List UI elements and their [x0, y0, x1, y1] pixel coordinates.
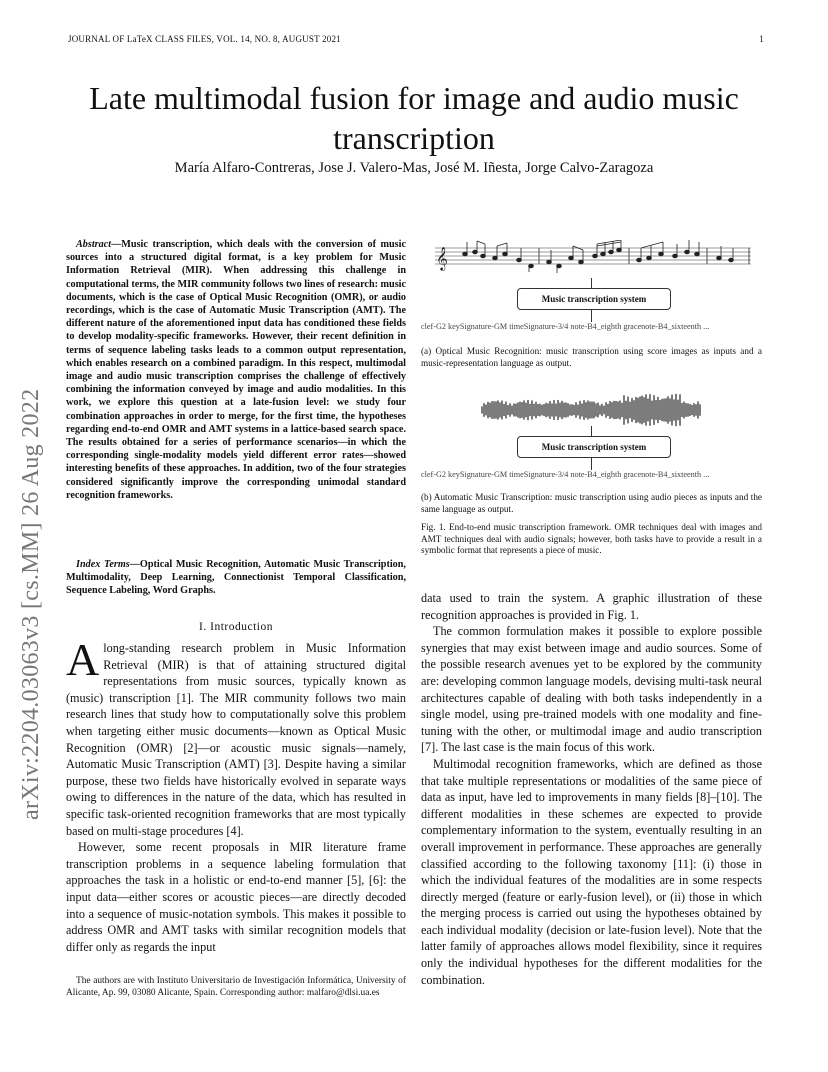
figure-1: [421, 236, 762, 566]
output-sequence-a: clef-G2 keySignature-GM timeSignature-3/4 note-B4_eighth gracenote-B4_sixteenth ...: [421, 322, 710, 331]
output-sequence-b: clef-G2 keySignature-GM timeSignature-3/4 note-B4_eighth gracenote-B4_sixteenth ...: [421, 470, 710, 479]
index-terms: [66, 558, 406, 598]
body-paragraph: Multimodal recognition frameworks, which are defined as those that take multiple representations or modalities of the same piece of data as input, have led to improvements in many fields [8]–[10]. The different modalities in these schemes are expected to provide complementary information to the system, eventually resulting in an overall improvement in performance. These approaches are generally classified according to the following taxonomy [11]: (i) those in which the individual features of the modalities are in some respects directly merged (feature or early-fusion level), or (ii) those in which the merging process is carried out using the hypotheses obtained by each individual modality (decision or late-fusion level). Note that the latter family of approaches allows model flexibility, since it requires only the individual hypotheses for the different modalities for the combination.: [421, 756, 762, 987]
arxiv-stamp: arXiv:2204.03063v3 [cs.MM] 26 Aug 2022: [18, 388, 44, 820]
arrow-down: [591, 426, 592, 436]
section-heading: I. Introduction: [199, 621, 273, 633]
index-terms-label: Index Terms: [76, 559, 130, 570]
subcaption-a: (a) Optical Music Recognition: music transcription using score images as inputs and a music-representation language as output.: [421, 346, 762, 368]
author-list: María Alfaro-Contreras, Jose J. Valero-Mas, José M. Iñesta, Jorge Calvo-Zaragoza: [174, 160, 654, 176]
index-terms-text: —Optical Music Recognition, Automatic Music Transcription, Multimodality, Deep Learning, Connectionist Temporal Classification, Sequence Labeling, Word Graphs.: [66, 559, 406, 597]
arrow-down: [591, 458, 592, 470]
abstract: [66, 238, 406, 502]
page-number: 1: [759, 34, 764, 44]
footnote: [66, 976, 406, 999]
arrow-down: [591, 310, 592, 322]
transcription-system-box-a: Music transcription system: [517, 288, 671, 310]
drop-cap: A: [66, 634, 100, 685]
right-column-body: [421, 590, 762, 988]
running-header: [68, 34, 764, 48]
intro-body: [66, 634, 406, 955]
journal-name: JOURNAL OF LaTeX CLASS FILES, VOL. 14, NO. 8, AUGUST 2021: [68, 34, 341, 44]
audio-waveform-image: [481, 392, 703, 428]
intro-paragraph: Along-standing research problem in Music Information Retrieval (MIR) is that of attaining structured digital representations from music sources, typically known as (music) transcription [1]. The MIR community follows two main research lines that study how to computationally solve this problem when targeting either music documents—known as Optical Music Recognition (OMR) [2]—or acoustic music signals—namely, Automatic Music Transcription (AMT) [3]. Despite having a similar purpose, these two fields have historically evolved in separate ways owing to differences in the nature of the data, which has resulted in specific task-oriented recognition frameworks that are most typically based on multi-stage procedures [4].: [66, 634, 406, 838]
body-paragraph: The common formulation makes it possible to explore possible synergies that may exist between image and audio sources. Some of the possible research avenues yet to be explored by the community are: developing common language models, devising multi-task neural architectures capable of dealing with both tasks independently in a single model, using pre-trained models with one modality and fine-tuning with the other, or multimodal image and audio transcription [7]. The last case is the main focus of this work.: [421, 624, 762, 755]
paper-title: Late multimodal fusion for image and audio music transcription: [89, 80, 739, 156]
continuation-paragraph: data used to train the system. A graphic illustration of these recognition approaches is provided in Fig. 1.: [421, 591, 762, 622]
footnote-text: The authors are with Instituto Universitario de Investigación Informática, University of Alicante, Ap. 99, 03080 Alicante, Spain. Corresponding author: malfaro@dlsi.ua.es: [66, 976, 406, 998]
figure-caption: Fig. 1. End-to-end music transcription framework. OMR techniques deal with images and AMT techniques deal with audio signals; however, both tasks have to provide a result in a symbolic format that represents a piece of music.: [421, 522, 762, 556]
transcription-system-box-b: Music transcription system: [517, 436, 671, 458]
abstract-text: —Music transcription, which deals with the conversion of music sources into a structured digital format, is a key problem for Music Information Retrieval (MIR). When addressing this challenge in computational terms, the MIR community follows two lines of research: music documents, which is the case of Optical Music Recognition (OMR), or audio recordings, which is the case of Automatic Music Transcription (AMT). The different nature of the aforementioned input data has conditioned these fields to develop modality-specific frameworks. However, their recent definition in terms of sequence labeling tasks leads to a common output representation, which enables research on a combined paradigm. In this respect, multimodal image and audio music transcription comprises the challenge of effectively combining the information conveyed by image and audio modalities. In this work, we explore this question at a late-fusion level: we study four combination approaches in order to merge, for the first time, the hypotheses regarding end-to-end OMR and AMT systems in a lattice-based search space. The results obtained for a series of performance scenarios—in which the corresponding single-modality models yield different error rates—showed interesting benefits of these approaches. In addition, two of the four strategies considered significantly improve the corresponding unimodal standard recognition frameworks.: [66, 239, 407, 501]
abstract-label: Abstract: [76, 239, 112, 250]
music-score-image: [435, 240, 751, 274]
intro-paragraph: However, some recent proposals in MIR literature frame transcription problems in a sequence labeling formulation that approaches the task in a holistic or end-to-end manner [5], [6]: the input data—either scores or acoustic pieces—are directly decoded into a sequence of music-notation symbols. This makes it possible to address OMR and AMT tasks with similar recognition models that differ only as regards the input: [66, 840, 406, 954]
svg-text:𝄞: 𝄞: [436, 246, 448, 270]
subcaption-b: (b) Automatic Music Transcription: music transcription using audio pieces as inputs and the same language as output.: [421, 492, 762, 514]
arrow-down: [591, 278, 592, 288]
